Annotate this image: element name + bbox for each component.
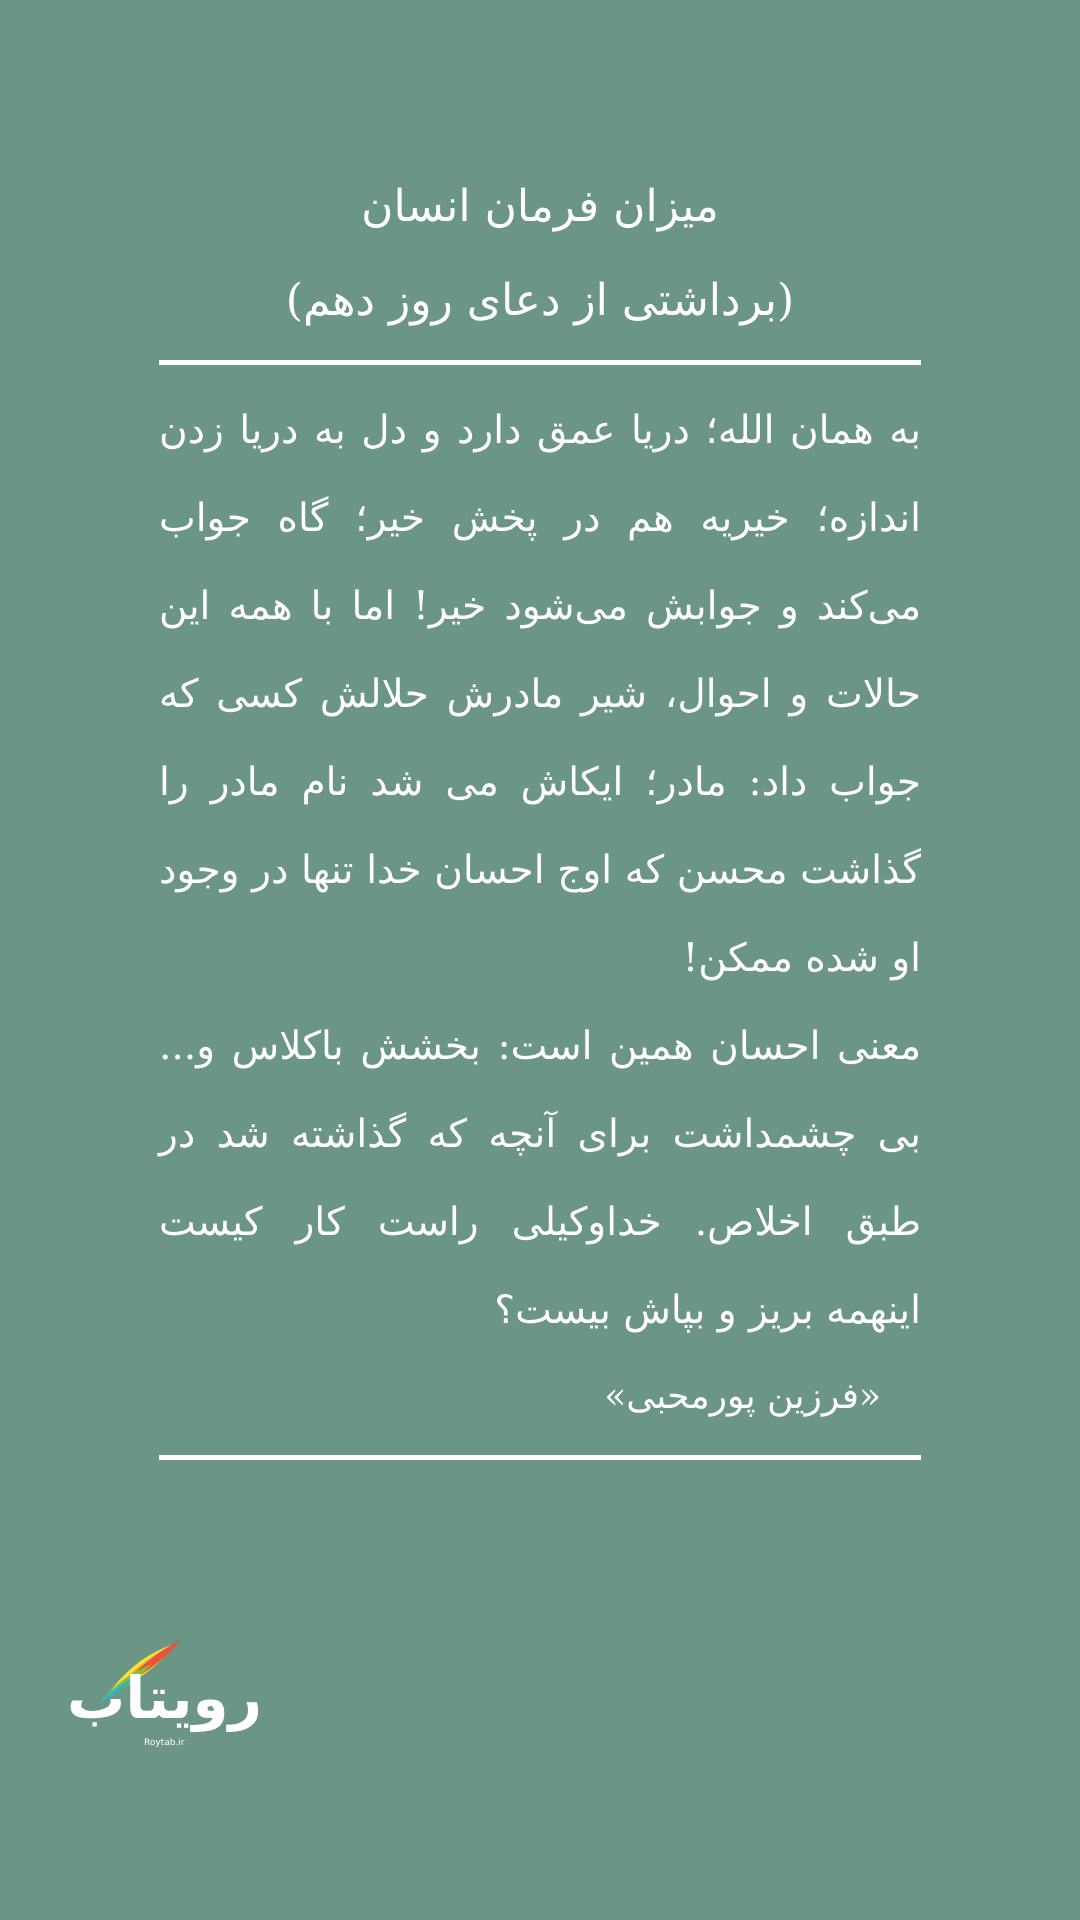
poem-paragraph-2: معنی احسان همین است: بخشش باکلاس و... بی چشمداشت برای آنچه که گذاشته شد در طبق اخلاص. خداوکیلی راست کار کیست اینهمه بریز و بپاش بیست؟ — [159, 1024, 921, 1333]
author-signature — [159, 1361, 921, 1433]
top-divider — [159, 360, 921, 365]
poem-title — [159, 160, 921, 348]
author-name: «فرزین پورمحبی» — [604, 1376, 881, 1417]
bottom-divider — [159, 1455, 921, 1460]
roytab-logo — [67, 1638, 262, 1758]
poem-paragraph-1: به همان الله؛ دریا عمق دارد و دل به دریا زدن اندازه؛ خیریه هم در پخش خیر؛ گاه جواب می‌کند و جوابش می‌شود خیر! اما با همه این حالات و احوال، شیر مادرش حلالش کسی که جواب داد: مادر؛ ایکاش می شد نام مادر را گذاشت محسن که اوج احسان خدا تنها در وجود او شده ممکن! — [159, 408, 921, 981]
logo-domain: Roytab.ir — [144, 1738, 185, 1748]
poem-title-line2: (برداشتی از دعای روز دهم) — [285, 275, 795, 326]
logo-wordmark: رویتاب — [67, 1664, 262, 1732]
poem-body — [159, 387, 921, 1355]
poem-card — [159, 160, 921, 1460]
poem-title-line1: میزان فرمان انسان — [361, 181, 719, 232]
